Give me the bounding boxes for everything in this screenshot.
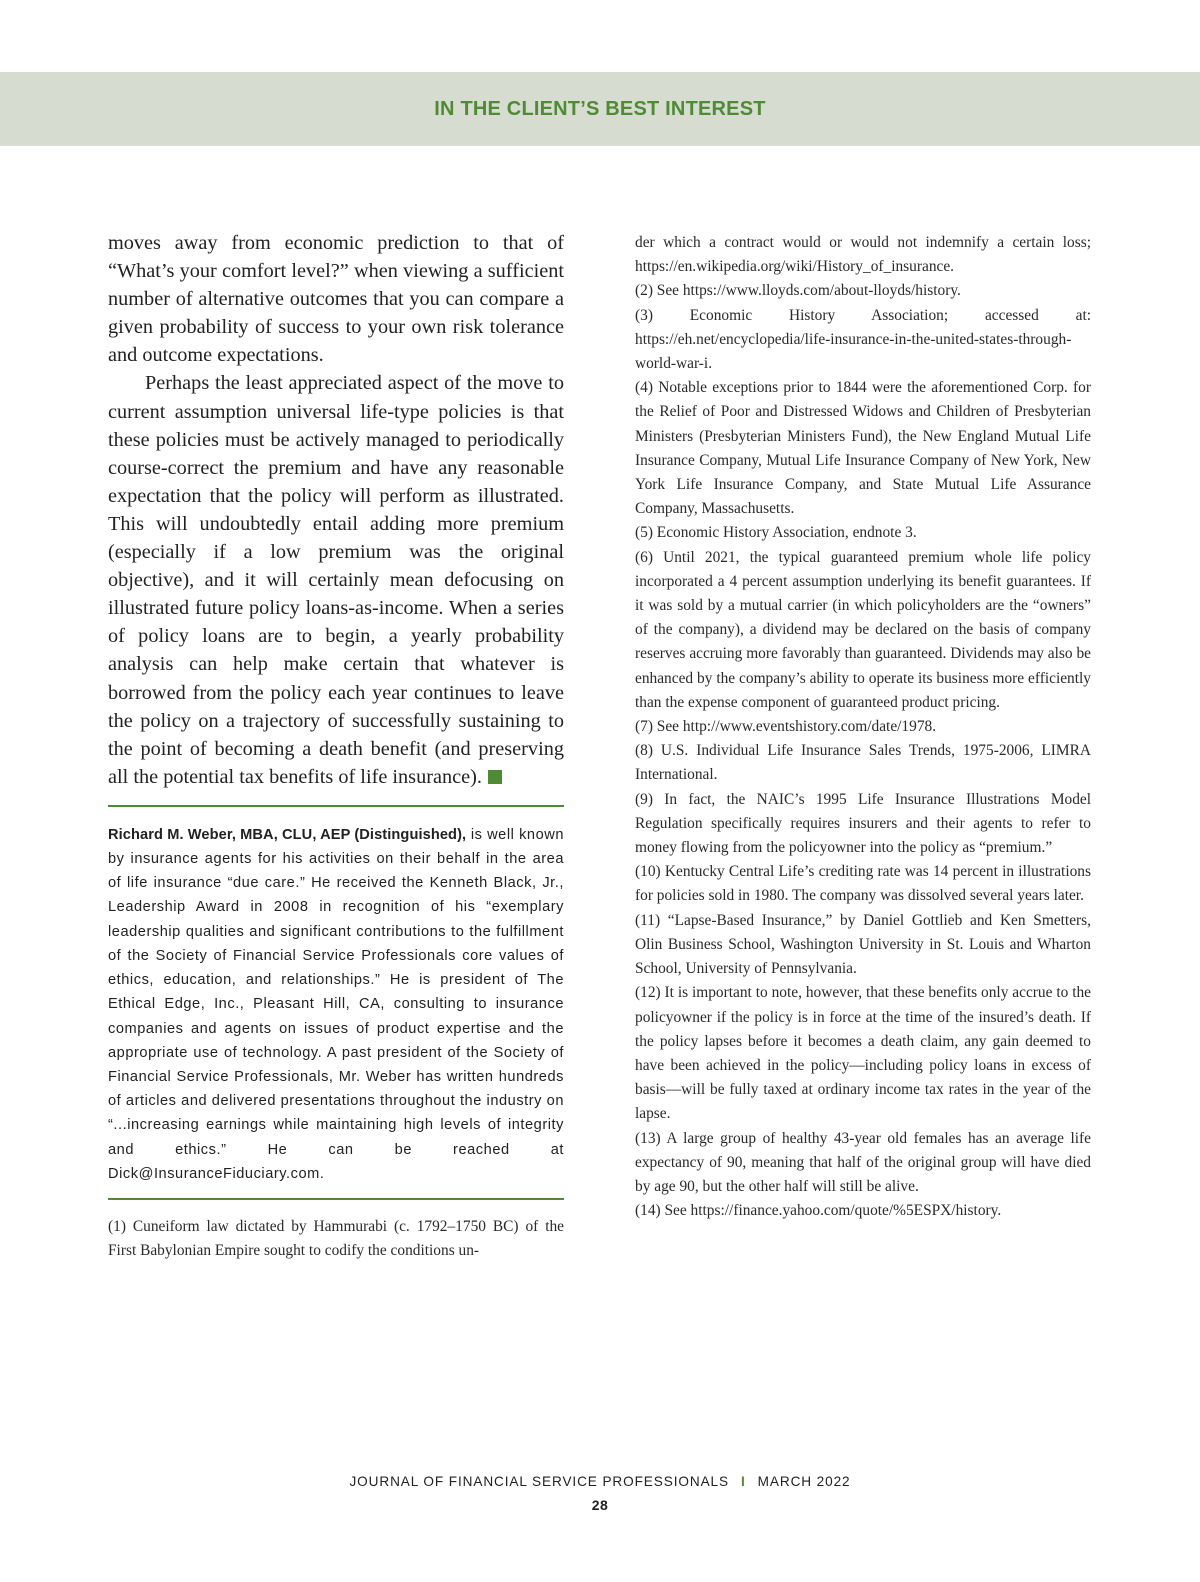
footer-line — [0, 1474, 1200, 1489]
footnote: (1) Cuneiform law dictated by Hammurabi (c. 1792–1750 BC) of the First Babylonian Empire sought to codify the conditions un- — [108, 1217, 564, 1260]
footnote: (12) It is important to note, however, that these benefits only accrue to the policyowner if the policy is in force at the time of the insured’s death. If the policy lapses before it becomes a death claim, any gain deemed to have been achieved in the policy—including policy loans in excess of basis—will be fully taxed at ordinary income tax rates in the year of the lapse. — [635, 984, 1091, 1123]
divider — [108, 805, 564, 807]
footnote: (9) In fact, the NAIC’s 1995 Life Insurance Illustrations Model Regulation specifically requires insurers and their agents to refer to money flowing from the policyowner into the policy as “premium.” — [635, 790, 1091, 857]
author-bio — [108, 823, 564, 1186]
footnote: (6) Until 2021, the typical guaranteed premium whole life policy incorporated a 4 percent assumption underlying its benefit guarantees. If it was sold by a mutual carrier (in which policyholders are the “owners” of the company), a dividend may be declared on the basis of company reserves accruing more favorably than guaranteed. Dividends may also be enhanced by the company’s ability to operate its business more efficiently than the expense component of guaranteed product pricing. — [635, 548, 1091, 711]
issue-date: MARCH 2022 — [757, 1474, 851, 1489]
footnote: (4) Notable exceptions prior to 1844 were the aforementioned Corp. for the Relief of Poor and Distressed Widows and Children of Presbyterian Ministers (Presbyterian Ministers Fund), the New England Mutual Life Insurance Company, Mutual Life Insurance Company of New York, New York Life Insurance Company, and State Mutual Life Assurance Company, Massachusetts. — [635, 379, 1091, 518]
article-paragraph: moves away from economic prediction to that of “What’s your comfort level?” when viewing a sufficient number of alternative outcomes that you can compare a given probability of success to your own risk tolerance and outcome expectations. — [108, 232, 564, 367]
footer-separator: I — [740, 1474, 746, 1489]
article-paragraph — [108, 369, 564, 790]
footnotes-left — [108, 1215, 564, 1263]
footnote: (14) See https://finance.yahoo.com/quote/%5ESPX/history. — [635, 1202, 1002, 1220]
left-column — [108, 229, 564, 1263]
footnote: (11) “Lapse-Based Insurance,” by Daniel Gottlieb and Ken Smetters, Olin Business School, Washington University in St. Louis and Wharton School, University of Pennsylvania. — [635, 911, 1091, 978]
page-footer — [0, 1474, 1200, 1513]
footnote: der which a contract would or would not indemnify a certain loss; https://en.wikipedia.org/wiki/History_of_insurance. — [635, 234, 1091, 276]
author-name: Richard M. Weber, MBA, CLU, AEP (Distinguished), — [108, 826, 467, 843]
section-title: IN THE CLIENT’S BEST INTEREST — [434, 97, 766, 120]
article-body — [108, 229, 564, 791]
footnote: (5) Economic History Association, endnote 3. — [635, 524, 917, 542]
footnotes-right — [635, 231, 1091, 1223]
footnote: (13) A large group of healthy 43-year old females has an average life expectancy of 90, meaning that half of the original group will have died by age 90, but the other half will still be alive. — [635, 1129, 1091, 1195]
journal-name: JOURNAL OF FINANCIAL SERVICE PROFESSIONALS — [349, 1474, 729, 1489]
footnote: (2) See https://www.lloyds.com/about-lloyds/history. — [635, 282, 961, 300]
footnote: (10) Kentucky Central Life’s crediting rate was 14 percent in illustrations for policies sold in 1980. The company was dissolved several years later. — [635, 863, 1091, 905]
right-column — [635, 231, 1091, 1223]
article-paragraph-text: Perhaps the least appreciated aspect of the move to current assumption universal life-type policies is that these policies must be actively managed to periodically course-correct the premium and have any reasonable expectation that the policy will perform as illustrated. This will undoubtedly entail adding more premium (especially if a low premium was the original objective), and it will certainly mean defocusing on illustrated future policy loans-as-income. When a series of policy loans are to begin, a yearly probability analysis can help make certain that whatever is borrowed from the policy each year continues to leave the policy on a trajectory of successfully sustaining to the point of becoming a death benefit (and preserving all the potential tax benefits of life insurance). — [108, 372, 564, 788]
author-bio-text: is well known by insurance agents for his activities on their behalf in the area of life insurance “due care.” He received the Kenneth Black, Jr., Leadership Award in 2008 in recognition of his “exemplary leadership qualities and significant contributions to the fulfillment of the Society of Financial Service Professionals core values of ethics, education, and relationships.” He is president of The Ethical Edge, Inc., Pleasant Hill, CA, consulting to insurance companies and agents on issues of product expertise and the appropriate use of technology. A past president of the Society of Financial Service Professionals, Mr. Weber has written hundreds of articles and delivered presentations throughout the industry on “...increasing earnings while maintaining high levels of integrity and ethics.” He can be reached at Dick@InsuranceFiduciary.com. — [108, 826, 564, 1182]
footnote: (3) Economic History Association; accessed at: https://eh.net/encyclopedia/life-insurance-in-the-united-states-through-world-war-i. — [635, 306, 1091, 373]
end-of-article-square-icon — [488, 770, 502, 784]
section-banner — [0, 72, 1200, 146]
footnote: (8) U.S. Individual Life Insurance Sales Trends, 1975-2006, LIMRA International. — [635, 742, 1091, 784]
page-number: 28 — [591, 1497, 609, 1513]
divider — [108, 1198, 564, 1200]
footnote: (7) See http://www.eventshistory.com/date/1978. — [635, 718, 937, 736]
